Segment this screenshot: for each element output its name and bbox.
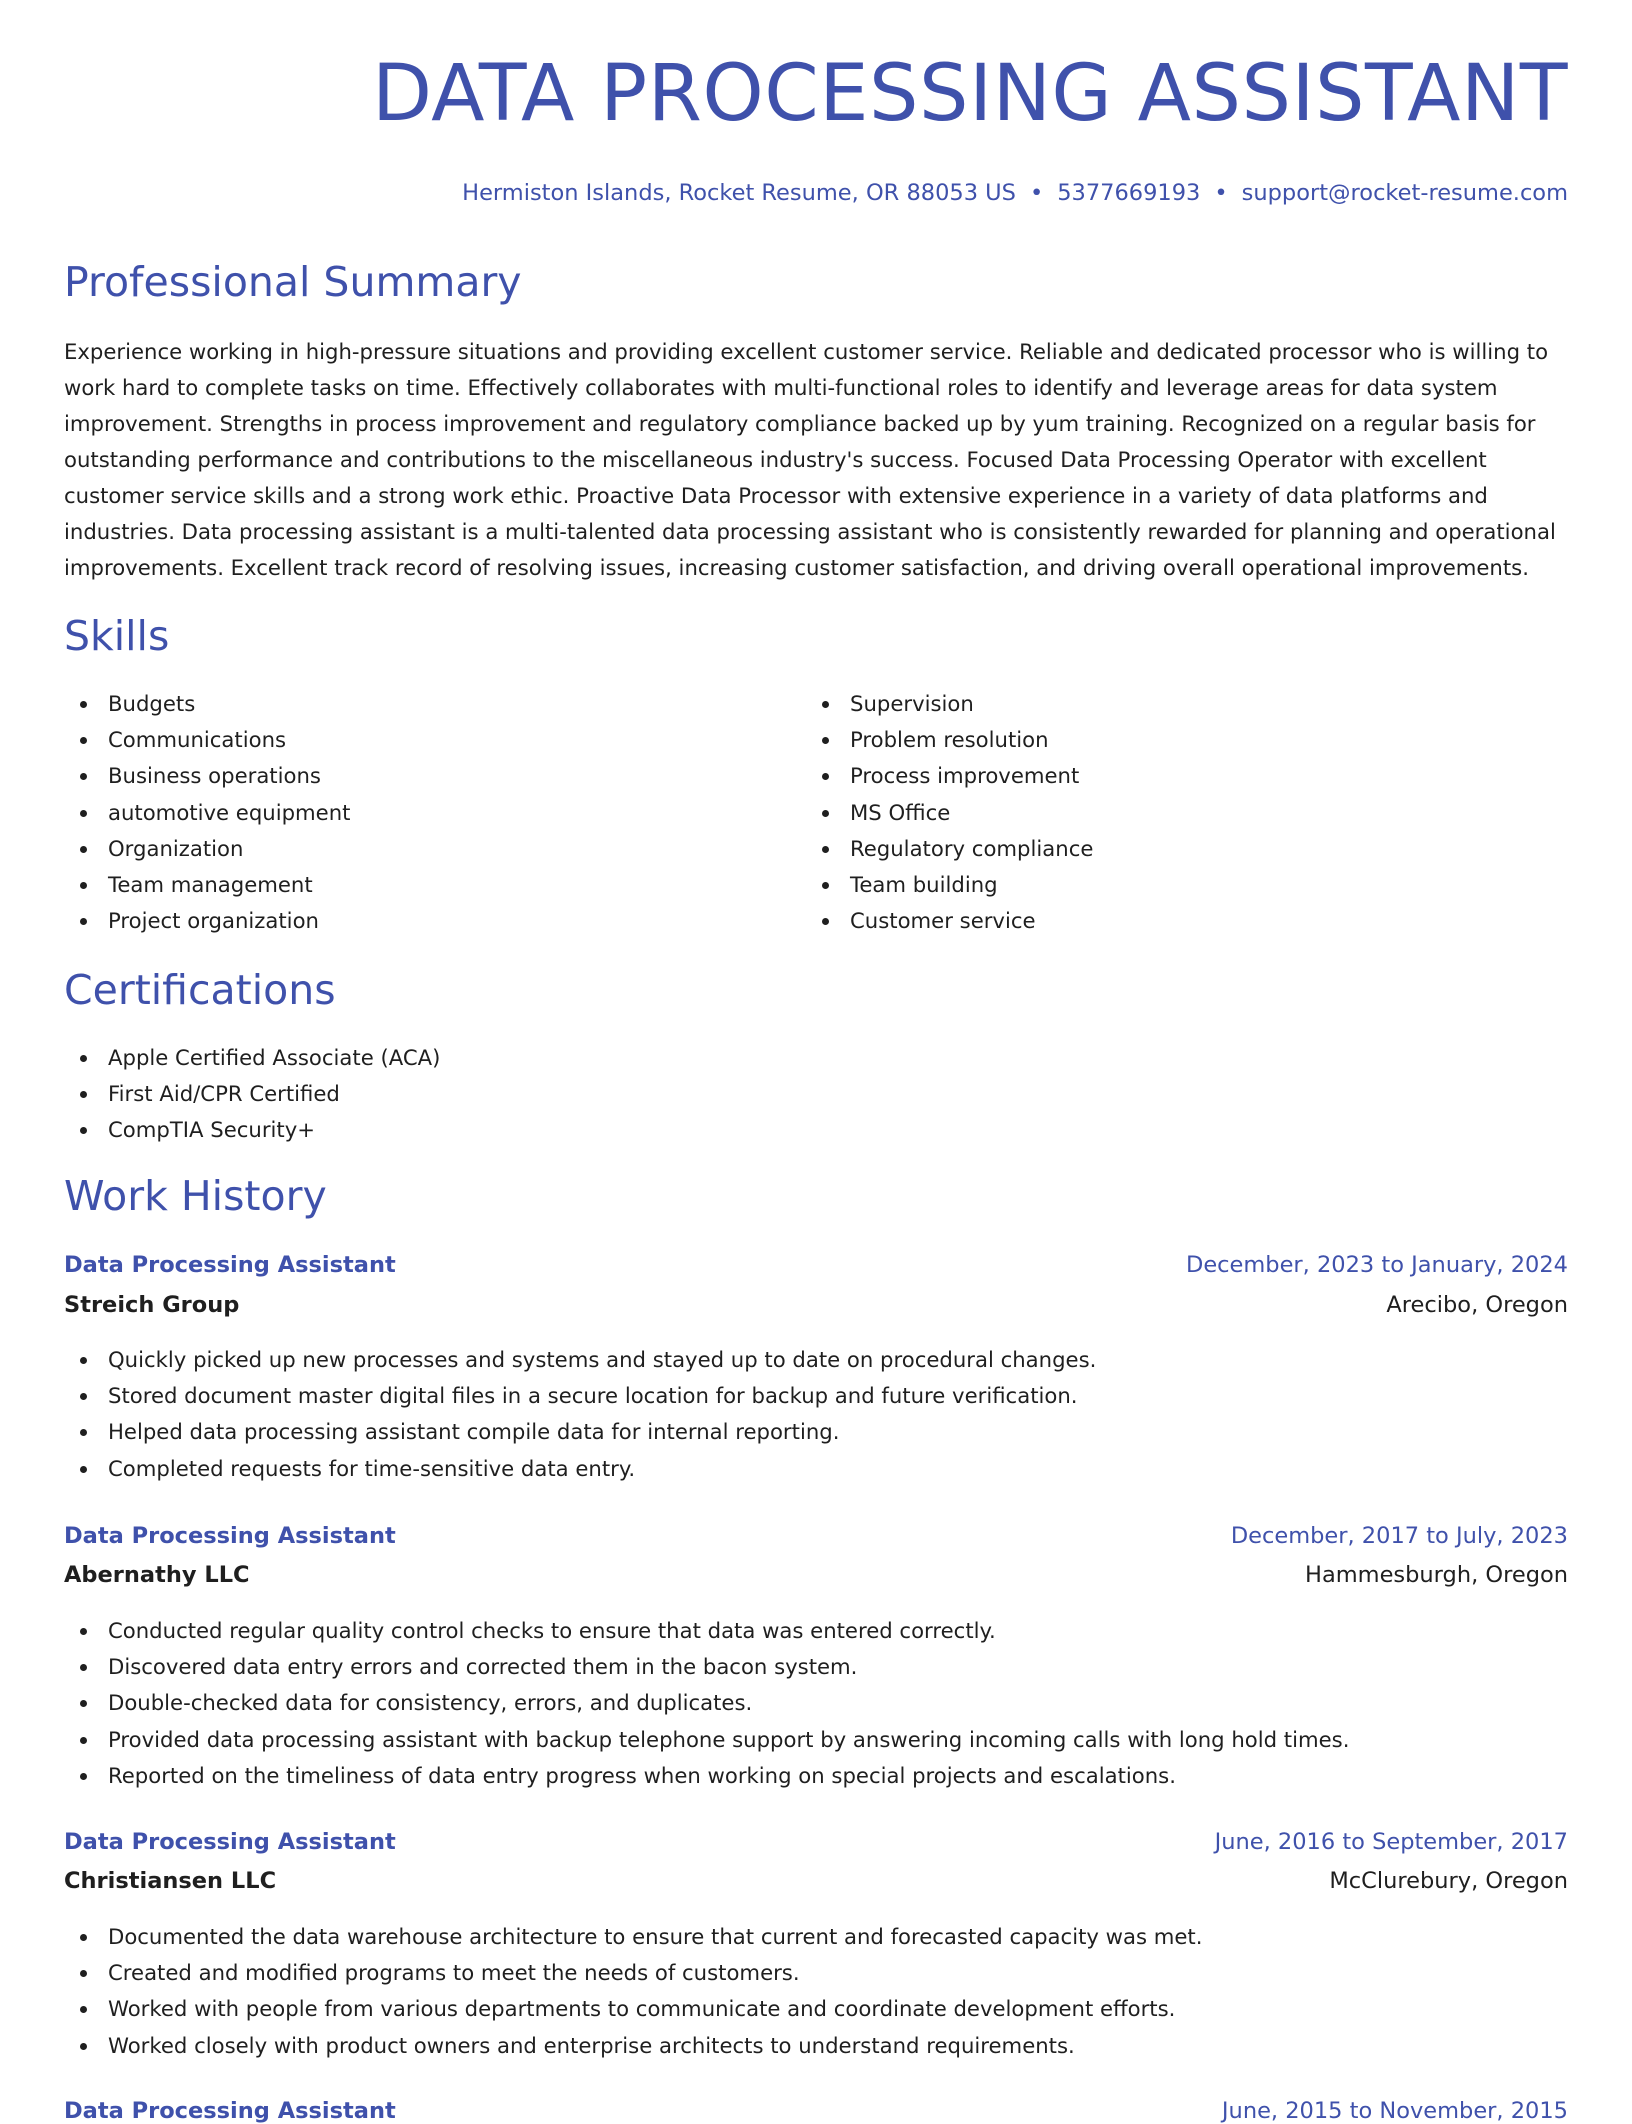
job-bullet: Worked closely with product owners and enterprise architects to understand requirements.	[64, 2028, 1202, 2064]
job-bullet: Stored document master digital files in a secure location for backup and future verification.	[64, 1378, 1096, 1414]
contact-separator: •	[1029, 180, 1044, 206]
job-dates: June, 2016 to September, 2017	[1214, 1829, 1568, 1855]
contact-address: Hermiston Islands, Rocket Resume, OR 88053 US	[462, 180, 1016, 206]
job-bullet: Double-checked data for consistency, errors, and duplicates.	[64, 1685, 1349, 1721]
skills-list-right	[806, 686, 1093, 939]
skill-item: MS Office	[806, 795, 1093, 831]
job-dates: December, 2023 to January, 2024	[1186, 1252, 1568, 1278]
job-location: McClurebury, Oregon	[1329, 1868, 1568, 1894]
job-location: Hammesburgh, Oregon	[1305, 1562, 1568, 1588]
contact-phone[interactable]: 5377669193	[1057, 180, 1201, 206]
job-bullet: Created and modified programs to meet the needs of customers.	[64, 1955, 1202, 1991]
job-bullets	[64, 1919, 1202, 2064]
skill-item: Team management	[64, 867, 350, 903]
skill-item: Supervision	[806, 686, 1093, 722]
skill-item: Business operations	[64, 758, 350, 794]
job-bullet: Discovered data entry errors and corrected them in the bacon system.	[64, 1649, 1349, 1685]
certification-item: Apple Certified Associate (ACA)	[64, 1040, 440, 1076]
certification-item: First Aid/CPR Certified	[64, 1076, 440, 1112]
job-bullet: Completed requests for time-sensitive data entry.	[64, 1451, 1096, 1487]
resume-name: DATA PROCESSING ASSISTANT	[371, 49, 1568, 139]
contact-line	[462, 180, 1568, 206]
certifications-list	[64, 1040, 440, 1149]
job-bullet: Helped data processing assistant compile data for internal reporting.	[64, 1414, 1096, 1450]
job-bullet: Quickly picked up new processes and systems and stayed up to date on procedural changes.	[64, 1342, 1096, 1378]
job-bullets	[64, 1613, 1349, 1794]
skill-item: Team building	[806, 867, 1093, 903]
contact-email[interactable]: support@rocket-resume.com	[1241, 180, 1568, 206]
job-title: Data Processing Assistant	[64, 1829, 396, 1855]
skill-item: Process improvement	[806, 758, 1093, 794]
job-dates: June, 2015 to November, 2015	[1221, 2098, 1568, 2124]
job-bullet: Documented the data warehouse architecture to ensure that current and forecasted capacity was met.	[64, 1919, 1202, 1955]
skill-item: Problem resolution	[806, 722, 1093, 758]
summary-text: Experience working in high-pressure situations and providing excellent customer service. Reliable and dedicated processor who is willing to work hard to complete tasks on time. Effectively collaborates with multi-functional roles to identify and leverage areas for data system improvement. Strengths in process improvement and regulatory compliance backed up by yum training. Recognized on a regular basis for outstanding performance and contributions to the miscellaneous industry's success. Focused Data Processing Operator with excellent customer service skills and a strong work ethic. Proactive Data Processor with extensive experience in a variety of data platforms and industries. Data processing assistant is a multi-talented data processing assistant who is consistently rewarded for planning and operational improvements. Excellent track record of resolving issues, increasing customer satisfaction, and driving overall operational improvements.	[64, 339, 1556, 580]
skill-item: Project organization	[64, 903, 350, 939]
job-title: Data Processing Assistant	[64, 2098, 396, 2124]
skills-list-left	[64, 686, 350, 939]
skill-item: Organization	[64, 831, 350, 867]
certifications-heading: Certifications	[64, 966, 336, 1014]
job-bullet: Reported on the timeliness of data entry progress when working on special projects and escalations.	[64, 1758, 1349, 1794]
skill-item: Communications	[64, 722, 350, 758]
skill-item: Budgets	[64, 686, 350, 722]
summary-heading: Professional Summary	[64, 258, 522, 306]
work-history-heading: Work History	[64, 1172, 327, 1220]
job-bullets	[64, 1342, 1096, 1487]
job-dates: December, 2017 to July, 2023	[1230, 1523, 1568, 1549]
job-company: Christiansen LLC	[64, 1868, 277, 1894]
skills-heading: Skills	[64, 612, 170, 660]
job-company: Abernathy LLC	[64, 1562, 250, 1588]
contact-separator: •	[1214, 180, 1228, 206]
certification-item: CompTIA Security+	[64, 1112, 440, 1148]
job-title: Data Processing Assistant	[64, 1523, 396, 1549]
job-company: Streich Group	[64, 1292, 240, 1318]
job-bullet: Worked with people from various departments to communicate and coordinate development efforts.	[64, 1991, 1202, 2027]
skill-item: automotive equipment	[64, 795, 350, 831]
job-location: Arecibo, Oregon	[1386, 1292, 1568, 1318]
skill-item: Customer service	[806, 903, 1093, 939]
skill-item: Regulatory compliance	[806, 831, 1093, 867]
job-bullet: Conducted regular quality control checks to ensure that data was entered correctly.	[64, 1613, 1349, 1649]
job-title: Data Processing Assistant	[64, 1252, 396, 1278]
job-bullet: Provided data processing assistant with backup telephone support by answering incoming calls with long hold times.	[64, 1722, 1349, 1758]
